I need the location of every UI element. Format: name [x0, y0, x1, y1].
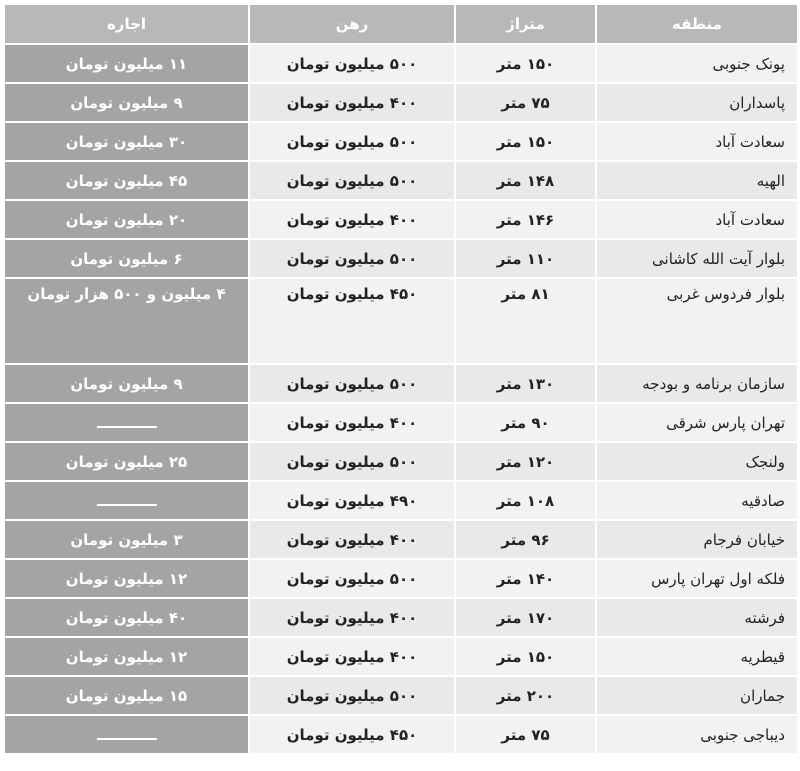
cell-rent: ۳۰ میلیون تومان	[4, 122, 249, 161]
cell-region: ولنجک	[596, 442, 798, 481]
cell-rent: ۴ میلیون و ۵۰۰ هزار تومان	[4, 278, 249, 364]
cell-deposit: ۴۰۰ میلیون تومان	[249, 520, 455, 559]
cell-rent: ۱۵ میلیون تومان	[4, 676, 249, 715]
cell-region: الهیه	[596, 161, 798, 200]
cell-rent: ۴۰ میلیون تومان	[4, 598, 249, 637]
rental-price-table	[3, 3, 799, 755]
cell-deposit: ۵۰۰ میلیون تومان	[249, 676, 455, 715]
cell-region: بلوار آیت الله کاشانی	[596, 239, 798, 278]
cell-area: ۸۱ متر	[455, 278, 596, 364]
table-row	[4, 715, 798, 754]
cell-rent: ۱۲ میلیون تومان	[4, 637, 249, 676]
cell-deposit: ۴۰۰ میلیون تومان	[249, 403, 455, 442]
cell-region: دیباجی جنوبی	[596, 715, 798, 754]
cell-region: صادقیه	[596, 481, 798, 520]
table-row	[4, 442, 798, 481]
cell-area: ۱۳۰ متر	[455, 364, 596, 403]
table-row	[4, 403, 798, 442]
cell-area: ۱۵۰ متر	[455, 44, 596, 83]
cell-area: ۷۵ متر	[455, 83, 596, 122]
table-row	[4, 83, 798, 122]
empty-value-dash	[97, 416, 157, 428]
cell-deposit: ۴۰۰ میلیون تومان	[249, 200, 455, 239]
cell-rent: ۱۱ میلیون تومان	[4, 44, 249, 83]
rental-table-container	[0, 3, 800, 771]
table-row	[4, 44, 798, 83]
table-row	[4, 481, 798, 520]
cell-deposit: ۵۰۰ میلیون تومان	[249, 161, 455, 200]
cell-rent	[4, 715, 249, 754]
empty-value-dash	[97, 494, 157, 506]
cell-area: ۱۴۰ متر	[455, 559, 596, 598]
cell-deposit: ۵۰۰ میلیون تومان	[249, 442, 455, 481]
header-region: منطقه	[596, 4, 798, 44]
table-body	[4, 44, 798, 754]
table-row	[4, 239, 798, 278]
cell-rent: ۳ میلیون تومان	[4, 520, 249, 559]
cell-deposit: ۴۵۰ میلیون تومان	[249, 715, 455, 754]
cell-rent: ۴۵ میلیون تومان	[4, 161, 249, 200]
empty-value-dash	[97, 728, 157, 740]
table-row	[4, 364, 798, 403]
cell-rent: ۲۰ میلیون تومان	[4, 200, 249, 239]
table-row	[4, 278, 798, 364]
cell-deposit: ۵۰۰ میلیون تومان	[249, 122, 455, 161]
table-row	[4, 161, 798, 200]
cell-area: ۱۲۰ متر	[455, 442, 596, 481]
cell-deposit: ۴۵۰ میلیون تومان	[249, 278, 455, 364]
cell-region: پاسداران	[596, 83, 798, 122]
table-row	[4, 559, 798, 598]
cell-area: ۱۵۰ متر	[455, 637, 596, 676]
cell-deposit: ۵۰۰ میلیون تومان	[249, 364, 455, 403]
cell-rent: ۲۵ میلیون تومان	[4, 442, 249, 481]
cell-region: خیابان فرجام	[596, 520, 798, 559]
cell-region: پونک جنوبی	[596, 44, 798, 83]
cell-rent	[4, 403, 249, 442]
cell-region: جماران	[596, 676, 798, 715]
cell-rent: ۹ میلیون تومان	[4, 83, 249, 122]
cell-area: ۱۷۰ متر	[455, 598, 596, 637]
cell-area: ۱۵۰ متر	[455, 122, 596, 161]
cell-region: سعادت آباد	[596, 122, 798, 161]
cell-region: تهران پارس شرقی	[596, 403, 798, 442]
cell-deposit: ۵۰۰ میلیون تومان	[249, 559, 455, 598]
table-row	[4, 122, 798, 161]
cell-area: ۱۴۶ متر	[455, 200, 596, 239]
table-row	[4, 637, 798, 676]
cell-area: ۹۰ متر	[455, 403, 596, 442]
table-row	[4, 520, 798, 559]
cell-region: قیطریه	[596, 637, 798, 676]
header-area: متراژ	[455, 4, 596, 44]
cell-deposit: ۵۰۰ میلیون تومان	[249, 239, 455, 278]
cell-region: سعادت آباد	[596, 200, 798, 239]
table-row	[4, 676, 798, 715]
cell-area: ۱۱۰ متر	[455, 239, 596, 278]
cell-area: ۱۰۸ متر	[455, 481, 596, 520]
cell-region: فرشته	[596, 598, 798, 637]
cell-rent: ۶ میلیون تومان	[4, 239, 249, 278]
cell-rent: ۱۲ میلیون تومان	[4, 559, 249, 598]
cell-region: بلوار فردوس غربی	[596, 278, 798, 364]
cell-area: ۱۴۸ متر	[455, 161, 596, 200]
cell-area: ۹۶ متر	[455, 520, 596, 559]
cell-deposit: ۴۰۰ میلیون تومان	[249, 637, 455, 676]
table-row	[4, 598, 798, 637]
header-deposit: رهن	[249, 4, 455, 44]
cell-rent	[4, 481, 249, 520]
cell-deposit: ۴۹۰ میلیون تومان	[249, 481, 455, 520]
cell-deposit: ۴۰۰ میلیون تومان	[249, 83, 455, 122]
cell-region: سازمان برنامه و بودجه	[596, 364, 798, 403]
cell-area: ۲۰۰ متر	[455, 676, 596, 715]
header-rent: اجاره	[4, 4, 249, 44]
table-row	[4, 200, 798, 239]
cell-deposit: ۴۰۰ میلیون تومان	[249, 598, 455, 637]
cell-rent: ۹ میلیون تومان	[4, 364, 249, 403]
cell-deposit: ۵۰۰ میلیون تومان	[249, 44, 455, 83]
cell-region: فلکه اول تهران پارس	[596, 559, 798, 598]
table-header-row	[4, 4, 798, 44]
cell-area: ۷۵ متر	[455, 715, 596, 754]
